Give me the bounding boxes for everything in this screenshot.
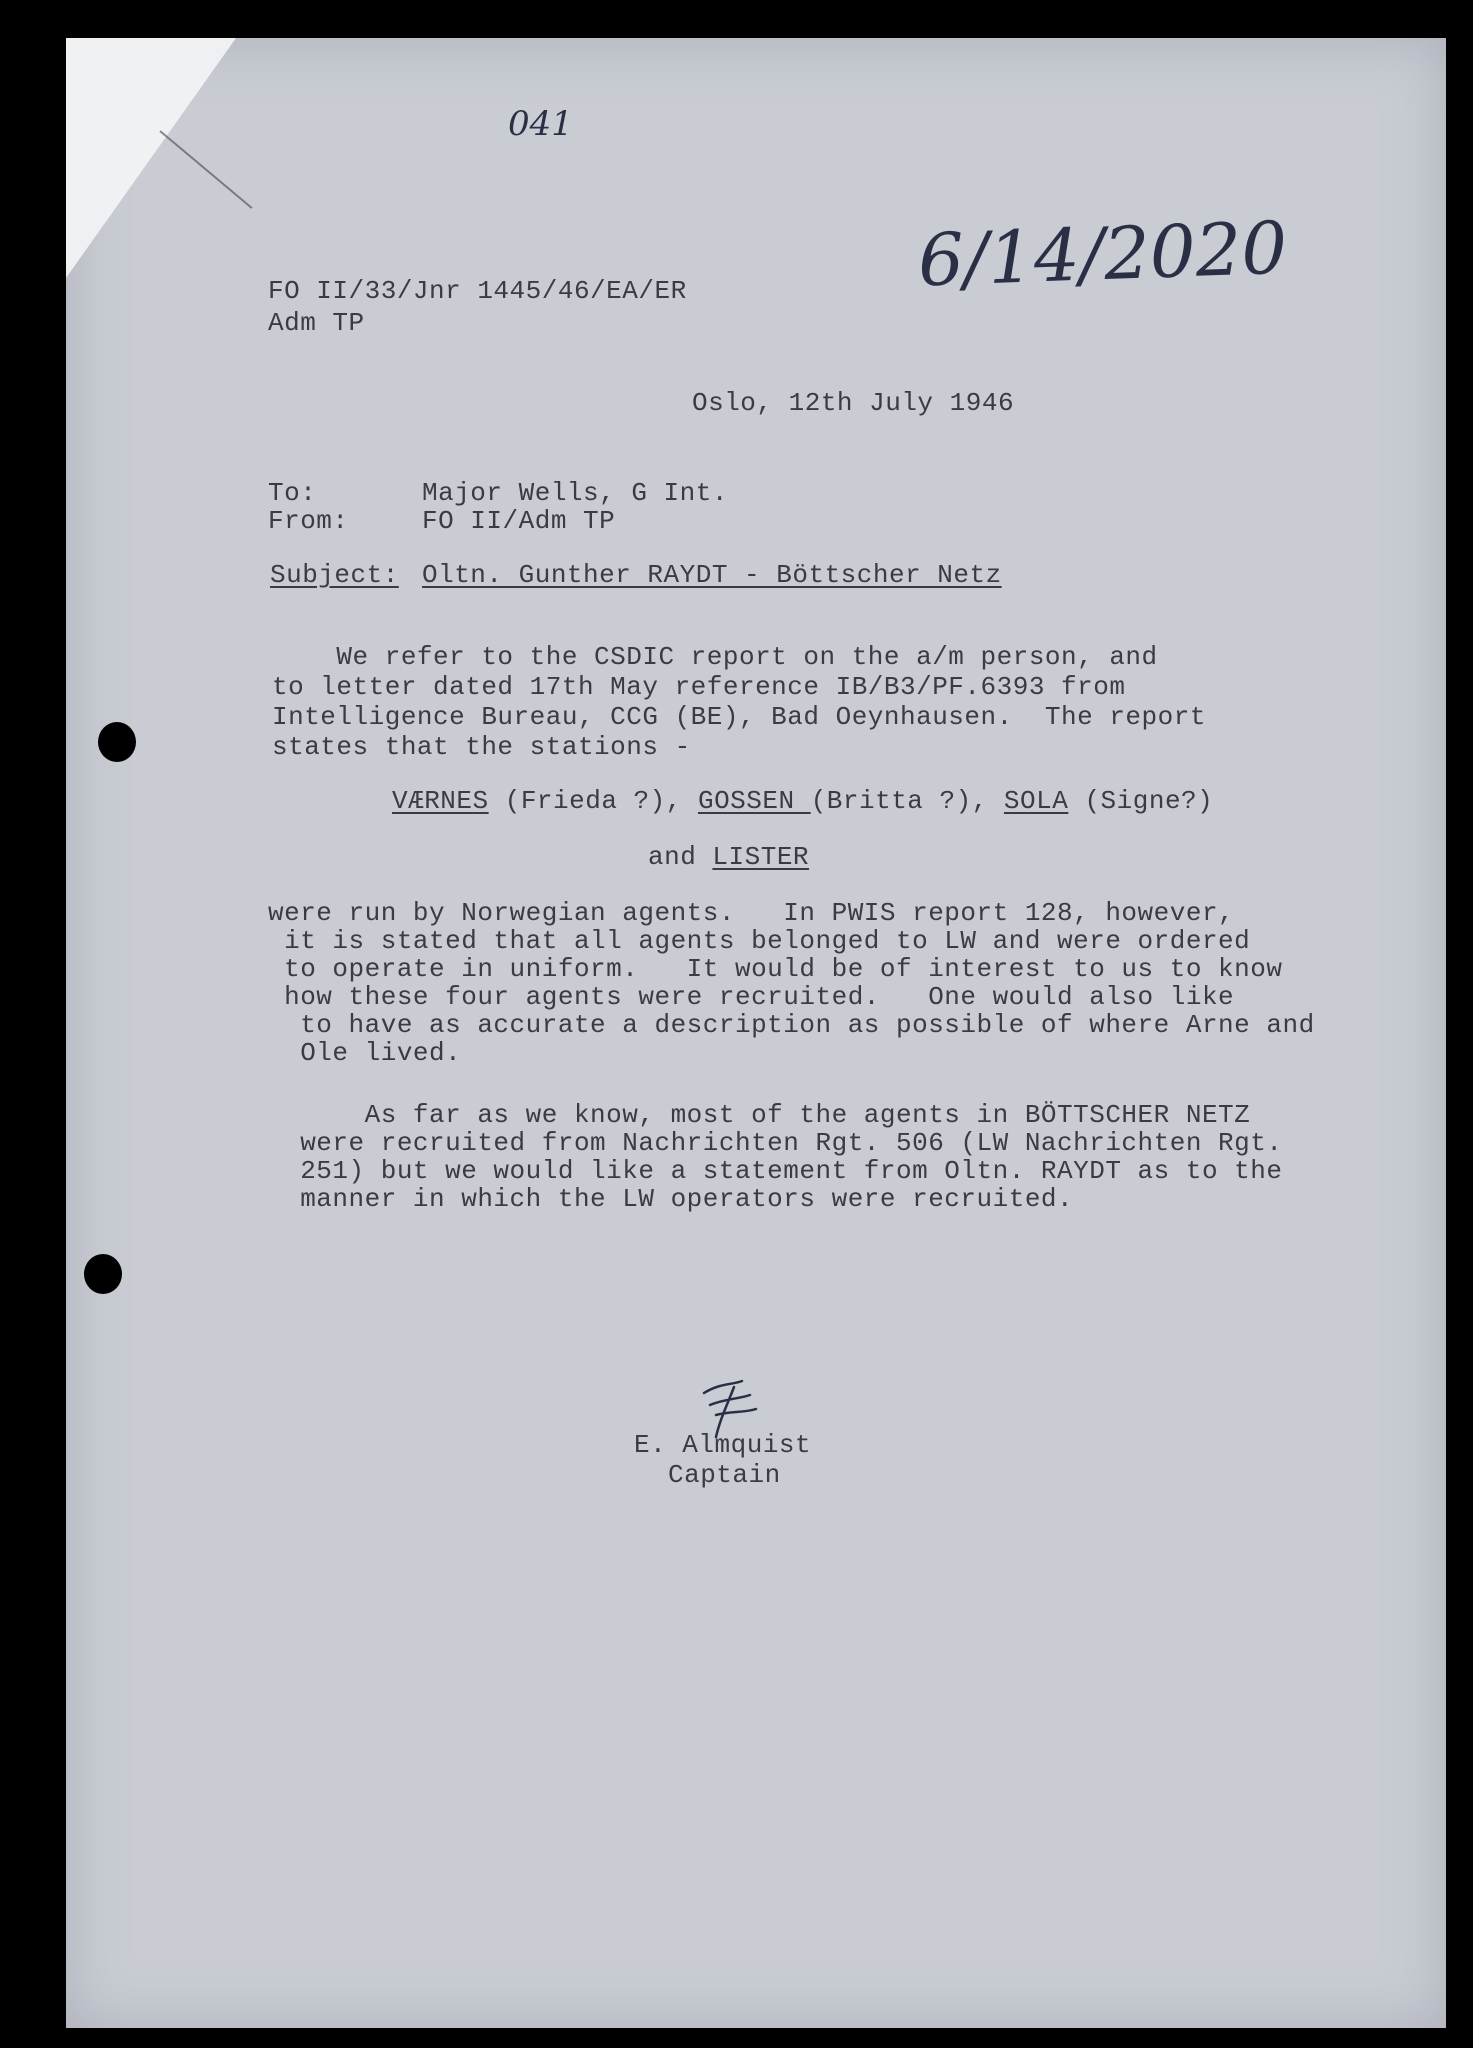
subject-label: Subject: [270, 560, 399, 590]
station-sola-note: (Signe?) [1068, 786, 1214, 816]
station-gossen-note: (Britta ?), [810, 786, 1004, 816]
stations-and: and [648, 842, 713, 872]
signatory-name: E. Almquist [634, 1430, 812, 1460]
handwritten-page-number: 041 [508, 104, 573, 144]
from-sender: FO II/Adm TP [422, 506, 616, 536]
paragraph-3-line-2: were recruited from Nachrichten Rgt. 506 (LW Nachrichten Rgt. [268, 1128, 1283, 1158]
stations-line [392, 786, 1213, 816]
punch-hole-top [98, 722, 136, 762]
to-label: To: [268, 478, 317, 508]
paragraph-2-line-4: how these four agents were recruited. One would also like [268, 982, 1235, 1012]
station-vaernes: VÆRNES [392, 786, 489, 816]
paragraph-2-line-1: were run by Norwegian agents. In PWIS report 128, however, [268, 898, 1235, 928]
station-lister: LISTER [712, 842, 810, 872]
paragraph-2-line-2: it is stated that all agents belonged to LW and were ordered [268, 926, 1251, 956]
paragraph-2-line-6: Ole lived. [268, 1038, 462, 1068]
department-code: Adm TP [268, 308, 365, 338]
paragraph-1-line-3: Intelligence Bureau, CCG (BE), Bad Oeynhausen. The report [272, 702, 1206, 732]
paragraph-2-line-3: to operate in uniform. It would be of interest to us to know [268, 954, 1283, 984]
station-sola: SOLA [1003, 786, 1069, 816]
document-reference: FO II/33/Jnr 1445/46/EA/ER [268, 276, 687, 306]
station-gossen: GOSSEN [697, 786, 811, 816]
paragraph-1-line-4: states that the stations - [272, 732, 691, 762]
paragraph-1-line-2: to letter dated 17th May reference IB/B3/PF.6393 from [272, 672, 1126, 702]
stations-line-2 [648, 842, 809, 872]
to-recipient: Major Wells, G Int. [422, 478, 728, 508]
handwritten-date: 6/14/2020 [916, 205, 1289, 303]
station-vaernes-note: (Frieda ?), [488, 786, 698, 816]
subject-line: Oltn. Gunther RAYDT - Böttscher Netz [422, 560, 1002, 590]
signatory-rank: Captain [668, 1460, 781, 1490]
paragraph-3-line-4: manner in which the LW operators were recruited. [268, 1184, 1074, 1214]
paragraph-1-line-1: We refer to the CSDIC report on the a/m person, and [272, 642, 1158, 672]
paragraph-2-line-5: to have as accurate a description as possible of where Arne and [268, 1010, 1315, 1040]
from-label: From: [268, 506, 349, 536]
punch-hole-bottom [84, 1254, 122, 1294]
paragraph-3-line-3: 251) but we would like a statement from Oltn. RAYDT as to the [268, 1156, 1283, 1186]
folded-corner [66, 38, 236, 278]
paragraph-3-line-1: As far as we know, most of the agents in BÖTTSCHER NETZ [268, 1100, 1251, 1130]
place-and-date: Oslo, 12th July 1946 [692, 388, 1015, 418]
